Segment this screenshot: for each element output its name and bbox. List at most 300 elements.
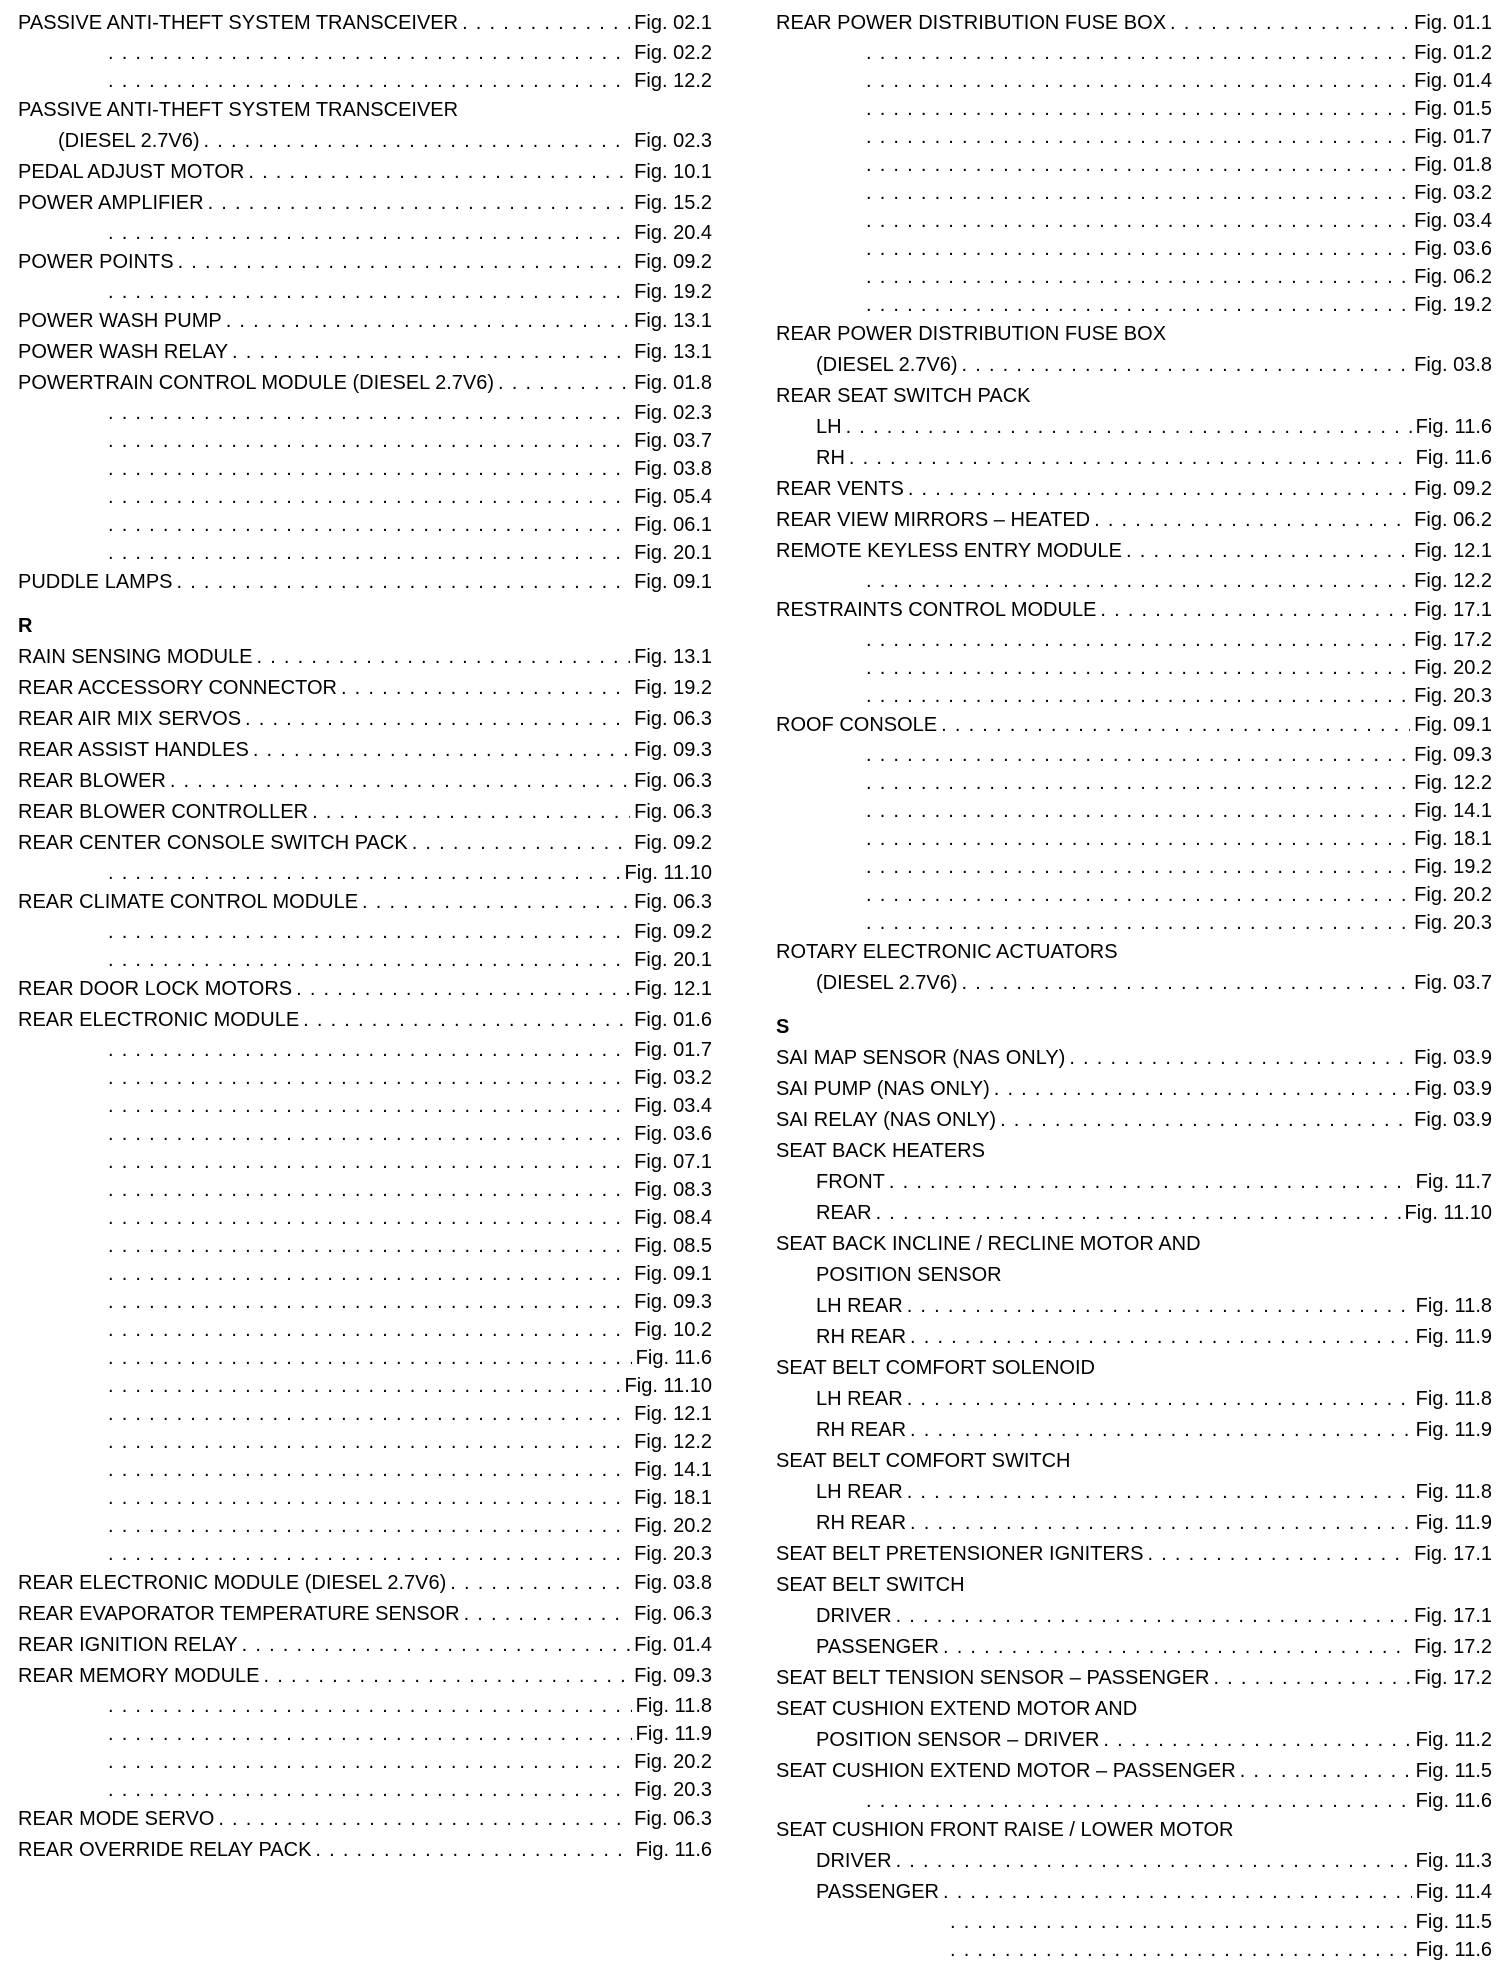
dot-leader [462, 8, 630, 39]
index-entry [18, 247, 712, 278]
figure-reference: Fig. 20.2 [634, 1515, 712, 1537]
figure-reference: Fig. 03.8 [1414, 354, 1492, 376]
index-continuation [776, 853, 1492, 881]
dot-leader [1213, 1663, 1410, 1694]
entry-label: POSITION SENSOR [816, 1264, 1002, 1286]
index-entry [776, 1415, 1492, 1446]
index-entry [776, 1074, 1492, 1105]
index-entry [776, 505, 1492, 536]
dot-leader [248, 157, 630, 188]
figure-reference: Fig. 01.8 [1414, 154, 1492, 176]
dot-leader [950, 1908, 1412, 1936]
index-continuation [18, 1260, 712, 1288]
figure-reference: Fig. 06.3 [634, 770, 712, 792]
index-entry [776, 1601, 1492, 1632]
dot-leader [204, 126, 631, 157]
entry-label: REAR SEAT SWITCH PACK [776, 385, 1031, 407]
index-entry [18, 567, 712, 598]
figure-reference: Fig. 09.1 [634, 571, 712, 593]
figure-reference: Fig. 03.4 [1414, 210, 1492, 232]
dot-leader [108, 1428, 630, 1456]
index-heading [776, 319, 1492, 350]
figure-reference: Fig. 01.4 [1414, 70, 1492, 92]
figure-reference: Fig. 09.2 [634, 251, 712, 273]
figure-reference: Fig. 19.2 [634, 677, 712, 699]
index-continuation [18, 39, 712, 67]
entry-label: PASSIVE ANTI-THEFT SYSTEM TRANSCEIVER [18, 12, 459, 34]
entry-label: DRIVER [816, 1850, 892, 1872]
figure-reference: Fig. 03.7 [634, 430, 712, 452]
entry-label: LH [816, 416, 842, 438]
dot-leader [312, 797, 630, 828]
figure-reference: Fig. 11.6 [1415, 1939, 1492, 1961]
figure-reference: Fig. 19.2 [634, 281, 712, 303]
entry-label: LH REAR [816, 1388, 903, 1410]
index-entry [776, 1198, 1492, 1229]
index-continuation [18, 1344, 712, 1372]
dot-leader [315, 1835, 631, 1866]
index-heading [776, 1446, 1492, 1477]
index-entry [776, 1105, 1492, 1136]
figure-reference: Fig. 06.2 [1414, 266, 1492, 288]
figure-reference: Fig. 11.8 [635, 1695, 712, 1717]
index-entry [776, 1291, 1492, 1322]
figure-reference: Fig. 20.2 [634, 1751, 712, 1773]
dot-leader [108, 1456, 630, 1484]
entry-label: SEAT BELT COMFORT SOLENOID [776, 1357, 1095, 1379]
dot-leader [412, 828, 630, 859]
dot-leader [108, 1064, 630, 1092]
index-entry [18, 1804, 712, 1835]
figure-reference: Fig. 12.1 [1414, 540, 1492, 562]
entry-label: REAR BLOWER [18, 770, 166, 792]
index-continuation [776, 151, 1492, 179]
entry-label: REAR OVERRIDE RELAY PACK [18, 1839, 312, 1861]
figure-reference: Fig. 13.1 [634, 341, 712, 363]
dot-leader [108, 539, 630, 567]
entry-label: REAR VIEW MIRRORS – HEATED [776, 509, 1091, 531]
dot-leader [218, 1804, 630, 1835]
dot-leader [866, 769, 1410, 797]
entry-label: POWER POINTS [18, 251, 174, 273]
figure-reference: Fig. 01.7 [634, 1039, 712, 1061]
dot-leader [866, 654, 1410, 682]
figure-reference: Fig. 08.5 [634, 1235, 712, 1257]
entry-label: REAR EVAPORATOR TEMPERATURE SENSOR [18, 1603, 460, 1625]
dot-leader [245, 704, 630, 735]
dot-leader [1100, 595, 1410, 626]
entry-label: SEAT BELT COMFORT SWITCH [776, 1450, 1071, 1472]
dot-leader [108, 1748, 630, 1776]
entry-label: REAR ELECTRONIC MODULE [18, 1009, 300, 1031]
index-entry [776, 1756, 1492, 1787]
dot-leader [108, 1092, 630, 1120]
index-entry [776, 1725, 1492, 1756]
index-entry [18, 8, 712, 39]
figure-reference: Fig. 03.9 [1414, 1109, 1492, 1131]
index-entry [18, 1661, 712, 1692]
dot-leader [256, 642, 630, 673]
entry-label: (DIESEL 2.7V6) [816, 354, 958, 376]
dot-leader [108, 483, 630, 511]
entry-label: SEAT BACK INCLINE / RECLINE MOTOR AND [776, 1233, 1201, 1255]
figure-reference: Fig. 02.2 [634, 42, 712, 64]
dot-leader [108, 399, 630, 427]
index-continuation [18, 1036, 712, 1064]
index-entry [776, 1043, 1492, 1074]
figure-reference: Fig. 10.2 [634, 1319, 712, 1341]
figure-reference: Fig. 09.3 [1414, 744, 1492, 766]
figure-reference: Fig. 03.4 [634, 1095, 712, 1117]
index-entry [18, 1005, 712, 1036]
dot-leader [108, 278, 630, 306]
figure-reference: Fig. 02.1 [634, 12, 712, 34]
figure-reference: Fig. 18.1 [634, 1487, 712, 1509]
index-entry [776, 1477, 1492, 1508]
dot-leader [866, 1787, 1412, 1815]
figure-reference: Fig. 20.3 [1414, 685, 1492, 707]
figure-reference: Fig. 07.1 [634, 1151, 712, 1173]
index-entry [776, 710, 1492, 741]
entry-label: RH [816, 447, 845, 469]
index-continuation [776, 626, 1492, 654]
index-heading [776, 1570, 1492, 1601]
figure-reference: Fig. 06.3 [634, 708, 712, 730]
index-continuation [18, 918, 712, 946]
dot-leader [108, 511, 630, 539]
index-column-right [776, 8, 1492, 1964]
index-continuation [18, 1428, 712, 1456]
index-continuation [18, 1776, 712, 1804]
dot-leader [170, 766, 630, 797]
figure-reference: Fig. 17.1 [1414, 599, 1492, 621]
figure-reference: Fig. 14.1 [634, 1459, 712, 1481]
dot-leader [1148, 1539, 1411, 1570]
dot-leader [108, 1288, 630, 1316]
index-continuation [776, 179, 1492, 207]
dot-leader [450, 1568, 630, 1599]
dot-leader [108, 1540, 630, 1568]
entry-label: POWER WASH PUMP [18, 310, 222, 332]
entry-label: RH REAR [816, 1326, 907, 1348]
index-continuation [776, 741, 1492, 769]
figure-reference: Fig. 11.9 [1415, 1512, 1492, 1534]
index-continuation [18, 539, 712, 567]
dot-leader [866, 909, 1410, 937]
dot-leader [962, 968, 1411, 999]
index-entry [18, 642, 712, 673]
dot-leader [866, 39, 1410, 67]
index-continuation [18, 1288, 712, 1316]
index-continuation [18, 511, 712, 539]
index-continuation [776, 95, 1492, 123]
dot-leader [876, 1198, 1401, 1229]
figure-reference: Fig. 20.2 [1414, 657, 1492, 679]
figure-reference: Fig. 11.8 [1415, 1481, 1492, 1503]
entry-label: REAR DOOR LOCK MOTORS [18, 978, 293, 1000]
dot-leader [108, 859, 621, 887]
entry-label: POSITION SENSOR – DRIVER [816, 1729, 1100, 1751]
entry-label: POWER AMPLIFIER [18, 192, 204, 214]
index-continuation [18, 1456, 712, 1484]
figure-reference: Fig. 03.6 [634, 1123, 712, 1145]
dot-leader [866, 682, 1410, 710]
dot-leader [1240, 1756, 1412, 1787]
index-continuation [18, 1316, 712, 1344]
section-letter: S [776, 1016, 790, 1038]
dot-leader [108, 39, 630, 67]
index-continuation [776, 567, 1492, 595]
figure-reference: Fig. 03.2 [634, 1067, 712, 1089]
figure-reference: Fig. 09.1 [634, 1263, 712, 1285]
figure-reference: Fig. 01.6 [634, 1009, 712, 1031]
figure-reference: Fig. 06.2 [1414, 509, 1492, 531]
index-entry [776, 1508, 1492, 1539]
figure-reference: Fig. 11.9 [1415, 1419, 1492, 1441]
index-continuation [18, 1120, 712, 1148]
index-continuation [776, 1936, 1492, 1964]
entry-label: (DIESEL 2.7V6) [816, 972, 958, 994]
dot-leader [907, 1384, 1412, 1415]
entry-label: SEAT CUSHION EXTEND MOTOR AND [776, 1698, 1138, 1720]
index-entry [18, 766, 712, 797]
index-continuation [18, 1692, 712, 1720]
figure-reference: Fig. 11.10 [1404, 1202, 1492, 1224]
dot-leader [108, 1120, 630, 1148]
dot-leader [264, 1661, 631, 1692]
index-entry [18, 157, 712, 188]
dot-leader [896, 1846, 1412, 1877]
index-entry [18, 797, 712, 828]
index-continuation [18, 399, 712, 427]
figure-reference: Fig. 20.2 [1414, 884, 1492, 906]
figure-reference: Fig. 09.1 [1414, 714, 1492, 736]
figure-reference: Fig. 03.2 [1414, 182, 1492, 204]
index-continuation [776, 235, 1492, 263]
dot-leader [866, 235, 1410, 263]
dot-leader [108, 455, 630, 483]
figure-reference: Fig. 01.7 [1414, 126, 1492, 148]
figure-reference: Fig. 02.3 [634, 402, 712, 424]
dot-leader [866, 291, 1410, 319]
entry-label: REAR POWER DISTRIBUTION FUSE BOX [776, 12, 1167, 34]
dot-leader [866, 263, 1410, 291]
figure-reference: Fig. 11.9 [1415, 1326, 1492, 1348]
figure-reference: Fig. 03.9 [1414, 1078, 1492, 1100]
index-entry [18, 1568, 712, 1599]
figure-reference: Fig. 19.2 [1414, 856, 1492, 878]
dot-leader [866, 207, 1410, 235]
figure-reference: Fig. 12.2 [1414, 772, 1492, 794]
entry-label: RH REAR [816, 1512, 907, 1534]
dot-leader [108, 219, 630, 247]
entry-label: SEAT CUSHION FRONT RAISE / LOWER MOTOR [776, 1819, 1234, 1841]
dot-leader [108, 1232, 630, 1260]
index-entry [776, 1846, 1492, 1877]
entry-label: RESTRAINTS CONTROL MODULE [776, 599, 1097, 621]
figure-reference: Fig. 11.10 [624, 862, 712, 884]
entry-label: SAI PUMP (NAS ONLY) [776, 1078, 990, 1100]
dot-leader [910, 1508, 1412, 1539]
figure-reference: Fig. 03.8 [634, 458, 712, 480]
index-continuation [776, 1908, 1492, 1936]
index-continuation [776, 291, 1492, 319]
entry-label: REAR BLOWER CONTROLLER [18, 801, 309, 823]
index-heading [776, 1260, 1492, 1291]
dot-leader [943, 1632, 1410, 1663]
index-continuation [18, 1232, 712, 1260]
index-heading [776, 1229, 1492, 1260]
index-entry [18, 673, 712, 704]
index-continuation [18, 427, 712, 455]
dot-leader [108, 1036, 630, 1064]
index-continuation [776, 797, 1492, 825]
section-letter: R [18, 615, 33, 637]
index-continuation [776, 67, 1492, 95]
dot-leader [242, 1630, 631, 1661]
index-continuation [18, 1720, 712, 1748]
figure-reference: Fig. 17.1 [1414, 1543, 1492, 1565]
entry-label: SEAT BELT SWITCH [776, 1574, 965, 1596]
dot-leader [866, 825, 1410, 853]
dot-leader [253, 735, 630, 766]
figure-reference: Fig. 20.1 [634, 542, 712, 564]
index-continuation [776, 682, 1492, 710]
dot-leader [303, 1005, 630, 1036]
dot-leader [907, 1291, 1412, 1322]
figure-reference: Fig. 13.1 [634, 646, 712, 668]
figure-reference: Fig. 06.3 [634, 891, 712, 913]
entry-label: RH REAR [816, 1419, 907, 1441]
dot-leader [108, 1400, 630, 1428]
figure-reference: Fig. 12.2 [634, 70, 712, 92]
index-entry [776, 536, 1492, 567]
dot-leader [1170, 8, 1410, 39]
index-entry [18, 306, 712, 337]
index-entry [18, 974, 712, 1005]
index-entry [18, 126, 712, 157]
dot-leader [108, 1372, 621, 1400]
figure-reference: Fig. 11.10 [624, 1375, 712, 1397]
dot-leader [208, 188, 631, 219]
dot-leader [108, 1176, 630, 1204]
entry-label: POWER WASH RELAY [18, 341, 229, 363]
dot-leader [108, 427, 630, 455]
dot-leader [866, 741, 1410, 769]
figure-reference: Fig. 11.6 [635, 1347, 712, 1369]
index-continuation [18, 859, 712, 887]
index-continuation [18, 1148, 712, 1176]
index-continuation [18, 1372, 712, 1400]
entry-label: REAR AIR MIX SERVOS [18, 708, 242, 730]
figure-reference: Fig. 11.7 [1415, 1171, 1492, 1193]
figure-reference: Fig. 03.8 [634, 1572, 712, 1594]
dot-leader [889, 1167, 1412, 1198]
dot-leader [866, 123, 1410, 151]
figure-reference: Fig. 17.1 [1414, 1605, 1492, 1627]
index-entry [776, 474, 1492, 505]
index-continuation [18, 1748, 712, 1776]
dot-leader [108, 1776, 630, 1804]
figure-reference: Fig. 13.1 [634, 310, 712, 332]
figure-reference: Fig. 14.1 [1414, 800, 1492, 822]
figure-reference: Fig. 09.3 [634, 739, 712, 761]
entry-label: REAR ASSIST HANDLES [18, 739, 249, 761]
index-entry [18, 887, 712, 918]
figure-reference: Fig. 03.7 [1414, 972, 1492, 994]
entry-label: REAR ACCESSORY CONNECTOR [18, 677, 337, 699]
figure-reference: Fig. 06.3 [634, 1603, 712, 1625]
index-continuation [776, 207, 1492, 235]
figure-reference: Fig. 01.8 [634, 372, 712, 394]
index-entry [18, 1835, 712, 1866]
dot-leader [108, 1204, 630, 1232]
index-entry [776, 1384, 1492, 1415]
dot-leader [896, 1601, 1411, 1632]
figure-reference: Fig. 17.2 [1414, 629, 1492, 651]
dot-leader [362, 887, 630, 918]
entry-label: REAR CENTER CONSOLE SWITCH PACK [18, 832, 408, 854]
index-entry [18, 1630, 712, 1661]
figure-reference: Fig. 12.2 [1414, 570, 1492, 592]
figure-reference: Fig. 06.3 [634, 1808, 712, 1830]
index-entry [776, 412, 1492, 443]
index-continuation [776, 654, 1492, 682]
entry-label: REAR MODE SERVO [18, 1808, 215, 1830]
figure-reference: Fig. 05.4 [634, 486, 712, 508]
dot-leader [910, 1415, 1412, 1446]
dot-leader [108, 918, 630, 946]
index-continuation [776, 825, 1492, 853]
figure-reference: Fig. 20.1 [634, 949, 712, 971]
dot-leader [108, 1512, 630, 1540]
figure-reference: Fig. 09.3 [634, 1665, 712, 1687]
index-entry [18, 337, 712, 368]
figure-reference: Fig. 01.2 [1414, 42, 1492, 64]
entry-label: ROOF CONSOLE [776, 714, 938, 736]
figure-reference: Fig. 20.3 [634, 1779, 712, 1801]
entry-label: PUDDLE LAMPS [18, 571, 173, 593]
index-entry [776, 968, 1492, 999]
dot-leader [1094, 505, 1410, 536]
figure-reference: Fig. 12.2 [634, 1431, 712, 1453]
figure-reference: Fig. 12.1 [634, 978, 712, 1000]
index-entry [18, 828, 712, 859]
dot-leader [943, 1877, 1412, 1908]
dot-leader [1069, 1043, 1410, 1074]
dot-leader [866, 853, 1410, 881]
index-continuation [18, 483, 712, 511]
figure-reference: Fig. 11.6 [1415, 416, 1492, 438]
figure-reference: Fig. 17.2 [1414, 1636, 1492, 1658]
dot-leader [866, 797, 1410, 825]
entry-label: REAR MEMORY MODULE [18, 1665, 260, 1687]
figure-reference: Fig. 08.3 [634, 1179, 712, 1201]
figure-reference: Fig. 01.1 [1414, 12, 1492, 34]
dot-leader [464, 1599, 631, 1630]
figure-reference: Fig. 20.3 [634, 1543, 712, 1565]
dot-leader [1103, 1725, 1411, 1756]
figure-reference: Fig. 11.8 [1415, 1295, 1492, 1317]
dot-leader [910, 1322, 1412, 1353]
index-continuation [18, 946, 712, 974]
figure-reference: Fig. 11.5 [1415, 1760, 1492, 1782]
entry-label: SEAT CUSHION EXTEND MOTOR – PASSENGER [776, 1760, 1236, 1782]
entry-label: POWERTRAIN CONTROL MODULE (DIESEL 2.7V6) [18, 372, 495, 394]
index-entry [776, 1322, 1492, 1353]
index-continuation [18, 219, 712, 247]
entry-label: REAR POWER DISTRIBUTION FUSE BOX [776, 323, 1167, 345]
